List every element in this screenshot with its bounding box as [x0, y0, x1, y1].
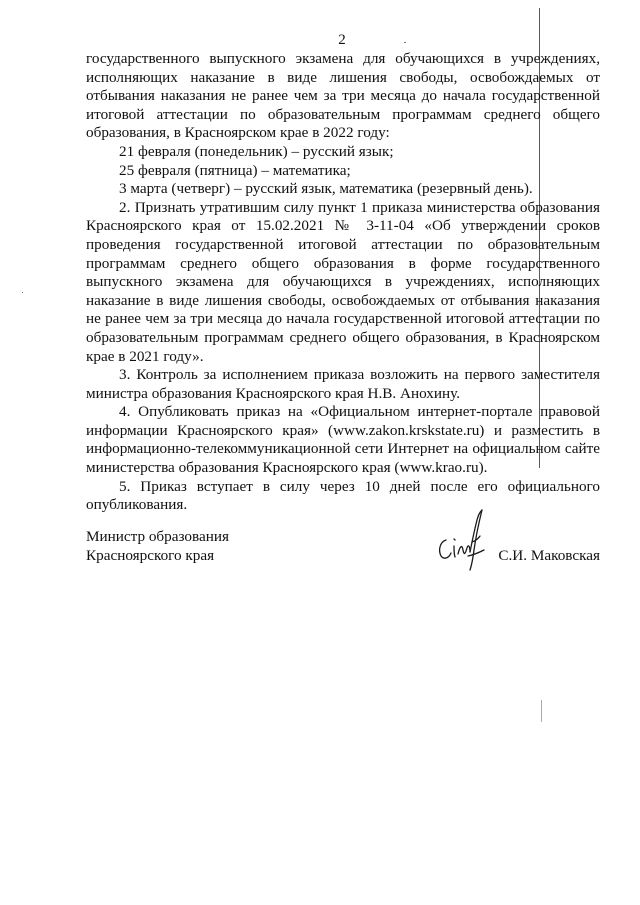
- scan-speck: [404, 42, 406, 43]
- signer-title-line: Министр образования: [86, 528, 229, 545]
- paragraph-item-5: 5. Приказ вступает в силу через 10 дней после его официального опубликования.: [86, 477, 600, 514]
- signer-title-line: Красноярского края: [86, 546, 215, 564]
- handwritten-signature-icon: [432, 506, 490, 572]
- exam-date-item: 25 февраля (пятница) – математика;: [119, 161, 351, 179]
- paragraph-item-4: 4. Опубликовать приказ на «Официальном интернет-портале правовой информации Красноярского края» (www.zakon.krskstate.ru) и разместить в информационно-телекоммуникационной сети Интернет на официальном сайте министерства образования Красноярского края (www.krao.ru).: [86, 403, 600, 477]
- paragraph-continuation: государственного выпускного экзамена для обучающихся в учреждениях, исполняющих наказание в виде лишения свободы, освобождаемых от отбывания наказания не ранее чем за три месяца до начала государственной итоговой аттестации по образовательным программам среднего общего образования, в Красноярском крае в 2022 году:: [86, 50, 600, 142]
- exam-date-item: 3 марта (четверг) – русский язык, математика (резервный день).: [119, 180, 533, 198]
- order-body: [86, 50, 600, 515]
- signature-block: [86, 528, 600, 588]
- paragraph-item-3: 3. Контроль за исполнением приказа возложить на первого заместителя министра образования Красноярского края Н.В. Анохину.: [86, 366, 600, 402]
- scan-speck: [22, 292, 23, 293]
- page-number: 2: [338, 32, 346, 48]
- exam-date-item: 21 февраля (понедельник) – русский язык;: [119, 142, 394, 160]
- scan-artifact-line-lower: [541, 700, 542, 722]
- paragraph-item-2: 2. Признать утратившим силу пункт 1 приказа министерства образования Красноярского края от 15.02.2021 № 3-11-04 «Об утверждении сроков проведения государственной итоговой аттестации по образовательным программам среднего общего образования в форме государственного выпускного экзамена для обучающихся в учреждениях, исполняющих наказание в виде лишения свободы, освобождаемых от отбывания наказания не ранее чем за три месяца до начала государственной итоговой аттестации по образовательным программам среднего общего образования, в Красноярском крае в 2021 году».: [86, 198, 600, 365]
- signer-name: С.И. Маковская: [498, 546, 600, 564]
- signer-title: [86, 528, 229, 565]
